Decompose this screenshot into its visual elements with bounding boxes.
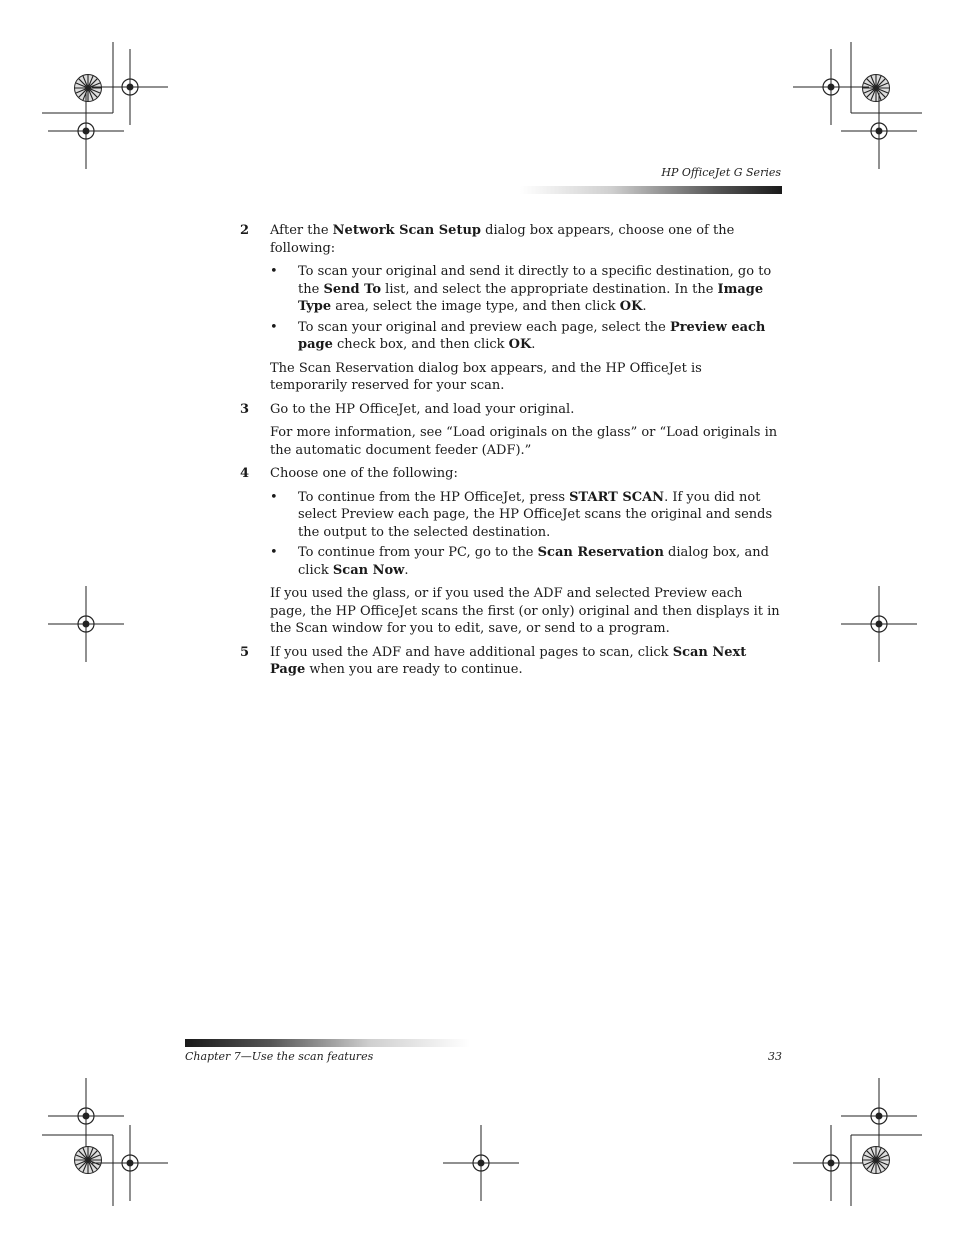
ui-term: OK [508, 337, 532, 352]
footer-gradient-rule [185, 1039, 470, 1047]
header-gradient-rule [520, 186, 782, 194]
step-note: If you used the glass, or if you used the ADF and selected Preview each page, the HP OfficeJet scans the first (or only) original and then displays it in the Scan window for you to edit, save, or send to a program. [270, 586, 780, 636]
step-text: After the Network Scan Setup dialog box appears, choose one of the following: [270, 223, 735, 256]
step-item [240, 644, 782, 679]
bullet-list [270, 263, 782, 354]
color-target-bottom-right [863, 1147, 890, 1174]
page-number: 33 [768, 1050, 782, 1063]
step-note: The Scan Reservation dialog box appears, and the HP OfficeJet is temporarily reserved for your scan. [270, 360, 702, 393]
step-number: 3 [240, 401, 250, 417]
bullet-text: To scan your original and preview each page, select the Preview each page check box, and then click OK. [298, 319, 766, 352]
ui-term: Scan Next Page [270, 644, 747, 677]
bullet-text: To scan your original and send it directly to a specific destination, go to the Send To list, and select the appropriate destination. In the Image Type area, select the image type, and then click OK. [298, 264, 772, 314]
step-body [270, 465, 782, 638]
step-text: Choose one of the following: [270, 466, 458, 481]
ui-term: Preview each page [298, 319, 766, 352]
ui-term: Scan Now [332, 562, 405, 578]
bullet-list [270, 489, 782, 580]
step-item [240, 465, 782, 638]
step-number: 4 [240, 466, 250, 481]
registration-mark [841, 1078, 917, 1154]
registration-mark [793, 49, 869, 125]
procedure-steps [240, 222, 782, 679]
ui-term: START SCAN [569, 489, 665, 505]
bullet-item [270, 319, 782, 354]
bullet-item [270, 544, 782, 579]
bullet-item [270, 489, 782, 542]
color-target-top-left [75, 75, 102, 102]
ui-term: OK [619, 299, 643, 314]
ui-term: Scan Reservation [537, 545, 664, 560]
running-header: HP OfficeJet G Series [661, 166, 781, 179]
footer-chapter-title: Chapter 7—Use the scan features [185, 1050, 374, 1063]
registration-mark [841, 586, 917, 662]
registration-mark [793, 1125, 869, 1201]
step-body [270, 222, 782, 395]
step-body [270, 401, 782, 460]
ui-term: Image Type [298, 281, 764, 314]
color-target-bottom-left [75, 1147, 102, 1174]
step-text: If you used the ADF and have additional pages to scan, click Scan Next Page when you are ready to continue. [270, 644, 747, 677]
bullet-icon: • [270, 319, 278, 335]
step-body [270, 644, 782, 679]
registration-mark [841, 93, 917, 169]
color-target-top-right [863, 75, 890, 102]
bullet-icon: • [270, 489, 278, 505]
registration-mark [92, 49, 168, 125]
step-note: For more information, see “Load originals on the glass” or “Load originals in the automatic document feeder (ADF).” [270, 425, 778, 458]
step-text: Go to the HP OfficeJet, and load your original. [270, 401, 575, 417]
step-item [240, 222, 782, 395]
bullet-icon: • [270, 264, 278, 279]
step-number: 2 [240, 223, 250, 238]
registration-mark [92, 1125, 168, 1201]
ui-term: Network Scan Setup [332, 223, 481, 238]
bullet-item [270, 263, 782, 316]
bullet-text: To continue from the HP OfficeJet, press START SCAN. If you did not select Preview each page, the HP OfficeJet scans the original and sends the output to the selected destination. [298, 489, 773, 540]
bullet-text: To continue from your PC, go to the Scan Reservation dialog box, and click Scan Now. [298, 545, 769, 578]
ui-term: Send To [323, 281, 382, 297]
step-item [240, 401, 782, 460]
registration-mark [443, 1125, 519, 1201]
registration-mark [48, 586, 124, 662]
bullet-icon: • [270, 545, 278, 560]
step-number: 5 [240, 644, 250, 660]
